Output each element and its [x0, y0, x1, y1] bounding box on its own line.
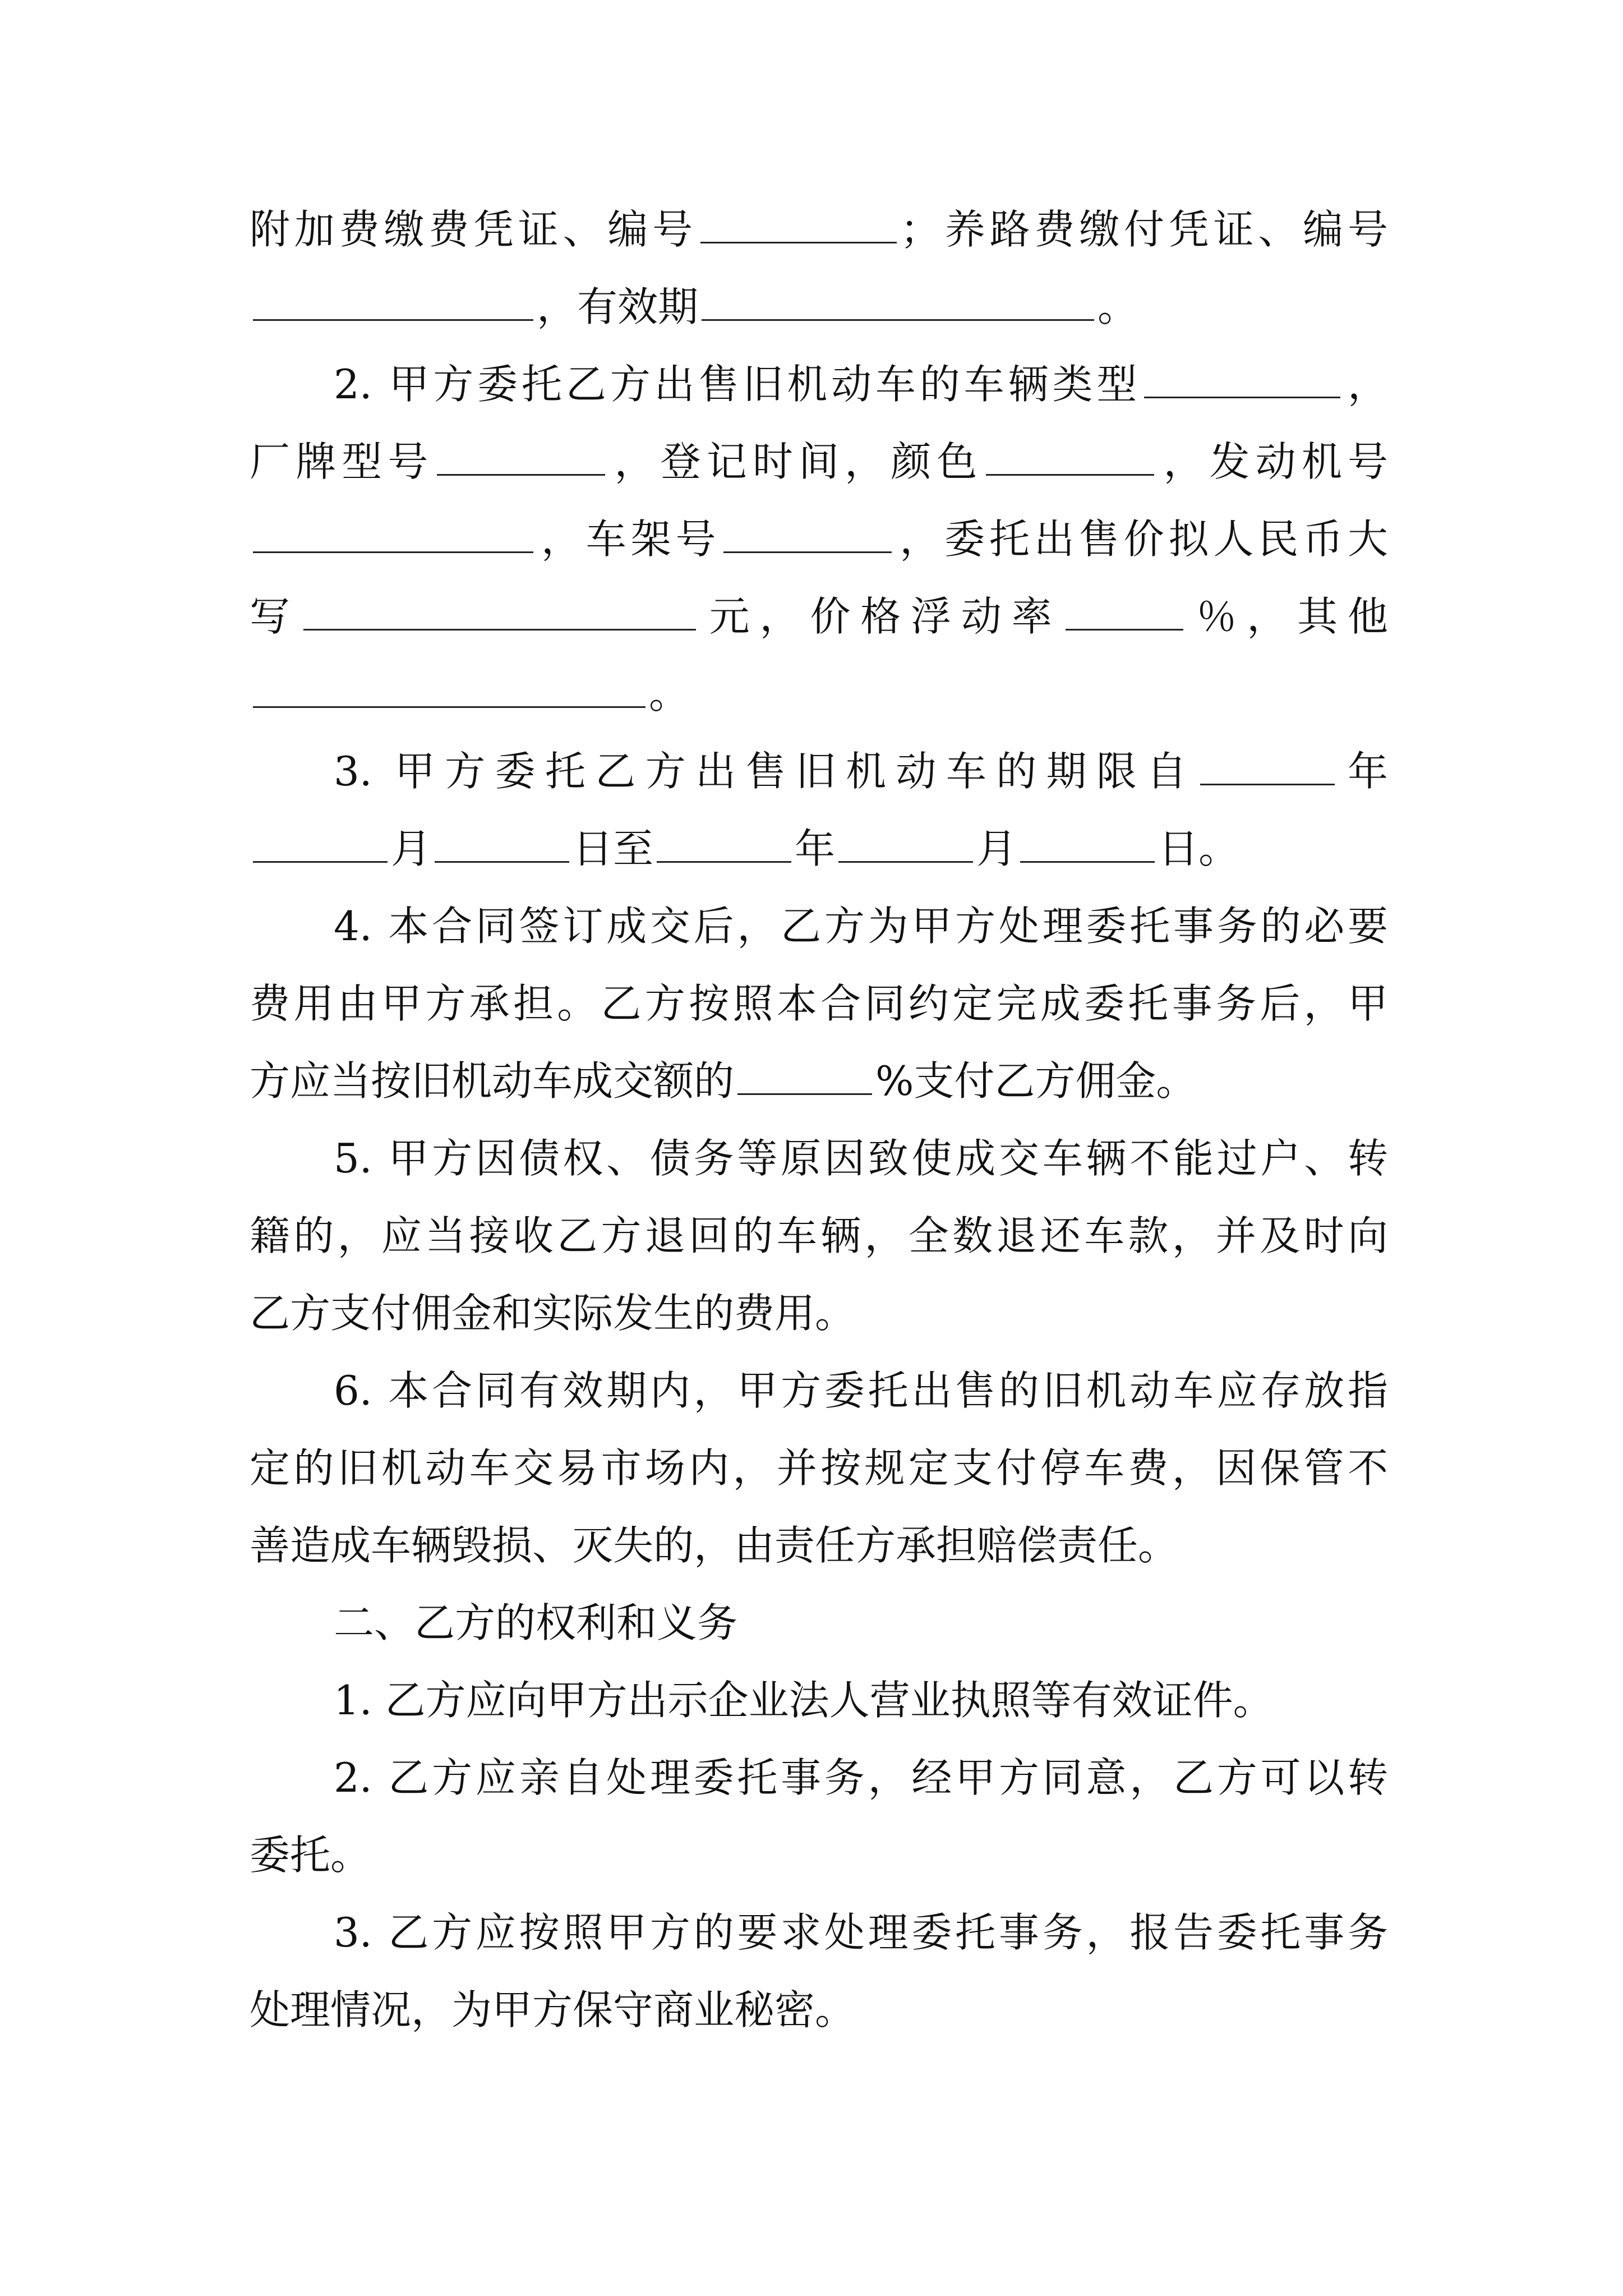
text-line: [250, 1662, 1388, 1739]
text: 。: [1098, 283, 1138, 330]
text: ％，其他: [1186, 593, 1388, 640]
text-line: [250, 810, 1388, 887]
text: 写: [250, 593, 300, 640]
text: ；养路费缴付凭证、编号: [900, 206, 1388, 253]
fill-blank: [437, 439, 605, 476]
document-page: [250, 191, 1388, 2049]
text: 。: [649, 670, 690, 717]
fill-blank: [1144, 362, 1340, 398]
text-line: [250, 578, 1388, 655]
text-line: [250, 1274, 1388, 1352]
text-line: [250, 500, 1388, 578]
text: %支付乙方佣金。: [875, 1057, 1197, 1105]
text-line: [250, 1507, 1388, 1584]
fill-blank: [723, 517, 892, 553]
text: 5. 甲方因债权、债务等原因致使成交车辆不能过户、转: [334, 1135, 1388, 1182]
text: ，委托出售价拟人民币大: [895, 516, 1388, 563]
text: ，车架号: [537, 516, 721, 563]
fill-blank: [435, 826, 569, 863]
fill-blank: [253, 826, 388, 863]
text-line: [250, 887, 1388, 965]
text: 附加费缴费凭证、编号: [250, 206, 697, 253]
fill-blank: [702, 284, 1094, 321]
text-line: [250, 1429, 1388, 1507]
text: ，有效期: [537, 283, 699, 330]
fill-blank: [253, 284, 533, 321]
text: 月: [976, 825, 1017, 872]
text: 2. 乙方应亲自处理委托事务，经甲方同意，乙方可以转: [334, 1754, 1388, 1801]
fill-blank: [700, 207, 897, 243]
section-heading: [250, 1584, 1388, 1662]
text: 日至: [573, 825, 654, 872]
text: 厂牌型号: [250, 438, 434, 485]
text: 乙方支付佣金和实际发生的费用。: [250, 1290, 856, 1337]
fill-blank: [253, 671, 645, 708]
text: ，登记时间，颜色: [608, 438, 983, 485]
text: 籍的，应当接收乙方退回的车辆，全数退还车款，并及时向: [250, 1212, 1388, 1259]
text: 4. 本合同签订成交后，乙方为甲方处理委托事务的必要: [334, 903, 1388, 950]
fill-blank: [1066, 594, 1183, 631]
text: 3. 甲方委托乙方出售旧机动车的期限自: [334, 748, 1197, 795]
text: 年: [795, 825, 836, 872]
text-line: [250, 1739, 1388, 1816]
fill-blank: [657, 826, 791, 863]
text: 2. 甲方委托乙方出售旧机动车的车辆类型: [334, 361, 1141, 408]
fill-blank: [1020, 826, 1155, 863]
text-line: [250, 346, 1388, 423]
text-line: [250, 1971, 1388, 2049]
text-line: [250, 268, 1388, 346]
fill-blank: [253, 517, 533, 553]
text: 二、乙方的权利和义务: [334, 1599, 738, 1646]
text-line: [250, 1894, 1388, 1971]
text-line: [250, 423, 1388, 500]
text: 6. 本合同有效期内，甲方委托出售的旧机动车应存放指: [334, 1367, 1388, 1414]
fill-blank: [986, 439, 1154, 476]
text: 年: [1338, 748, 1388, 795]
text-line: [250, 1042, 1388, 1120]
text: 委托。: [250, 1832, 371, 1879]
text-line: [250, 655, 1388, 733]
text: 费用由甲方承担。乙方按照本合同约定完成委托事务后，甲: [250, 980, 1388, 1027]
text: 定的旧机动车交易市场内，并按规定支付停车费，因保管不: [250, 1444, 1388, 1492]
text-line: [250, 191, 1388, 268]
text: 处理情况，为甲方保守商业秘密。: [250, 1986, 856, 2033]
text-line: [250, 965, 1388, 1042]
text-line: [250, 1352, 1388, 1429]
text: 1. 乙方应向甲方出示企业法人营业执照等有效证件。: [334, 1677, 1274, 1724]
text: 月: [391, 825, 432, 872]
fill-blank: [303, 594, 696, 631]
text-line: [250, 1816, 1388, 1894]
fill-blank: [1200, 749, 1335, 785]
fill-blank: [838, 826, 973, 863]
text-line: [250, 733, 1388, 810]
text: 善造成车辆毁损、灭失的，由责任方承担赔偿责任。: [250, 1522, 1179, 1569]
fill-blank: [737, 1059, 872, 1095]
text: ，: [1344, 361, 1388, 408]
text: 元，价格浮动率: [699, 593, 1062, 640]
text: 日。: [1158, 825, 1239, 872]
text: ，发动机号: [1158, 438, 1388, 485]
text-line: [250, 1197, 1388, 1274]
text: 方应当按旧机动车成交额的: [250, 1057, 735, 1105]
text-line: [250, 1120, 1388, 1197]
text: 3. 乙方应按照甲方的要求处理委托事务，报告委托事务: [334, 1909, 1388, 1956]
